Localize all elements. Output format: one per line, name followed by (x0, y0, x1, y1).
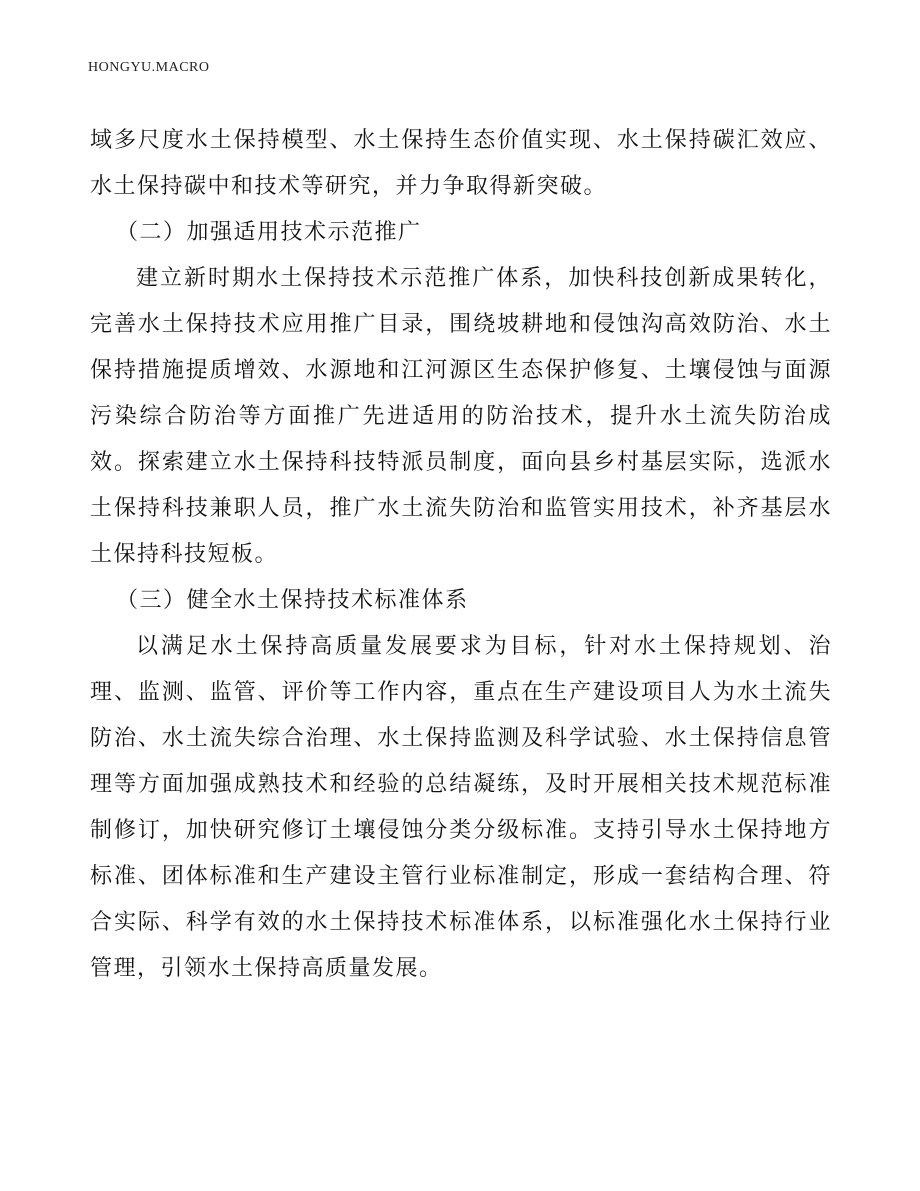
section-body-3: 以满足水土保持高质量发展要求为目标，针对水土保持规划、治理、监测、监管、评价等工作内容，重点在生产建设项目人为水土流失防治、水土流失综合治理、水土保持监测及科学试验、水土保持信息管理等方面加强成熟技术和经验的总结凝练，及时开展相关技术规范标准制修订，加快研究修订土壤侵蚀分类分级标准。支持引导水土保持地方标准、团体标准和生产建设主管行业标准制定，形成一套结构合理、符合实际、科学有效的水土保持技术标准体系，以标准强化水土保持行业管理，引领水土保持高质量发展。 (90, 634, 832, 981)
page-header: HONGYU.MACRO (88, 60, 210, 75)
section-heading-3: （三）健全水土保持技术标准体系 (116, 588, 469, 613)
section-body-2: 建立新时期水土保持技术示范推广体系，加快科技创新成果转化，完善水土保持技术应用推广目录，围绕坡耕地和侵蚀沟高效防治、水土保持措施提质增效、水源地和江河源区生态保护修复、土壤侵蚀与面源污染综合防治等方面推广先进适用的防治技术，提升水土流失防治成效。探索建立水土保持科技特派员制度，面向县乡村基层实际，选派水土保持科技兼职人员，推广水土流失防治和监管实用技术，补齐基层水土保持科技短板。 (90, 266, 832, 567)
continued-paragraph: 域多尺度水土保持模型、水土保持生态价值实现、水土保持碳汇效应、水土保持碳中和技术等研究，并力争取得新突破。 (90, 128, 832, 199)
section-heading-2: （二）加强适用技术示范推广 (116, 220, 422, 245)
document-body (90, 118, 832, 992)
